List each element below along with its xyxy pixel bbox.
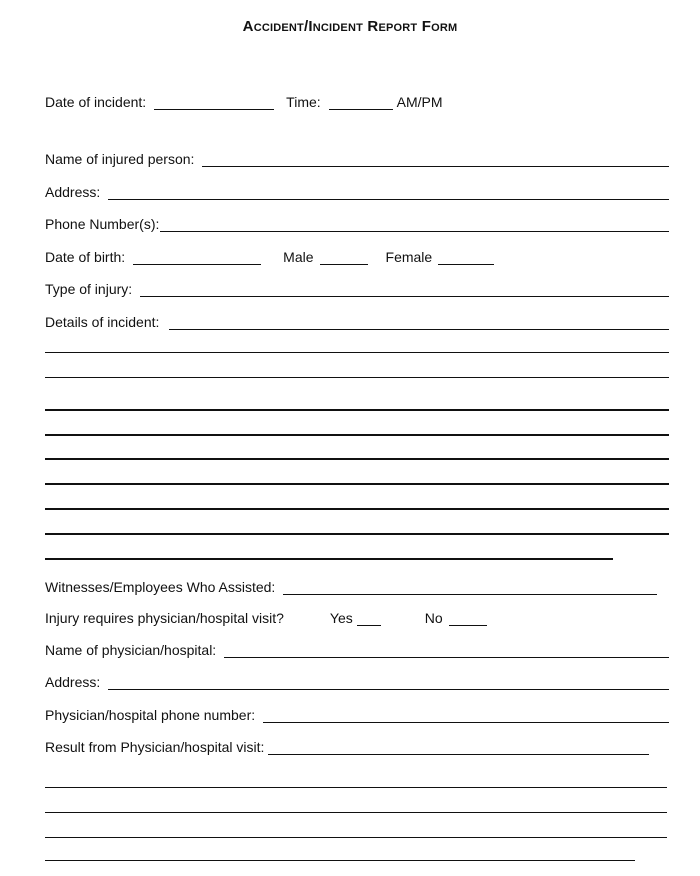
result-line-3[interactable] <box>45 837 667 838</box>
address-blank[interactable] <box>108 185 669 200</box>
row-injured-name <box>45 151 669 167</box>
yes-blank[interactable] <box>357 611 381 626</box>
injury-type-label: Type of injury: <box>45 281 133 297</box>
row-result <box>45 739 649 755</box>
female-label: Female <box>385 249 433 265</box>
phone-blank[interactable] <box>160 217 669 232</box>
details-blank[interactable] <box>169 315 669 330</box>
injured-name-label: Name of injured person: <box>45 151 195 167</box>
injury-type-blank[interactable] <box>140 282 669 297</box>
yes-label: Yes <box>329 610 353 626</box>
form-title <box>0 18 700 35</box>
phone-label: Phone Number(s): <box>45 216 160 232</box>
title-initial-1: A <box>242 18 254 35</box>
witnesses-blank[interactable] <box>283 580 657 595</box>
details-line-9[interactable] <box>45 558 613 560</box>
row-witnesses <box>45 579 657 595</box>
title-rest-3: EPORT <box>378 22 418 34</box>
details-line-5[interactable] <box>45 458 669 460</box>
details-label: Details of incident: <box>45 314 160 330</box>
date-of-incident-blank[interactable] <box>154 95 274 110</box>
dob-label: Date of birth: <box>45 249 126 265</box>
physician-address-blank[interactable] <box>108 675 669 690</box>
female-blank[interactable] <box>438 250 494 265</box>
row-physician-address <box>45 674 669 690</box>
details-line-2[interactable] <box>45 377 669 378</box>
details-line-4[interactable] <box>45 434 669 436</box>
physician-visit-label: Injury requires physician/hospital visit? <box>45 610 284 626</box>
row-address <box>45 184 669 200</box>
details-line-7[interactable] <box>45 508 669 510</box>
ampm-label: AM/PM <box>396 94 443 110</box>
physician-phone-label: Physician/hospital phone number: <box>45 707 256 723</box>
no-blank[interactable] <box>449 611 487 626</box>
male-blank[interactable] <box>320 250 368 265</box>
title-rest-1: CCIDENT <box>253 22 304 34</box>
result-line-2[interactable] <box>45 812 667 813</box>
row-phone <box>45 216 669 232</box>
details-line-3[interactable] <box>45 409 669 411</box>
row-physician-name <box>45 642 669 658</box>
date-of-incident-label: Date of incident: <box>45 94 147 110</box>
row-physician-phone <box>45 707 669 723</box>
row-details <box>45 314 669 330</box>
result-label: Result from Physician/hospital visit: <box>45 739 265 755</box>
physician-address-label: Address: <box>45 674 101 690</box>
address-label: Address: <box>45 184 101 200</box>
physician-phone-blank[interactable] <box>263 708 669 723</box>
details-line-1[interactable] <box>45 352 669 353</box>
title-initial-3: R <box>363 18 379 35</box>
injured-name-blank[interactable] <box>202 152 669 167</box>
time-label: Time: <box>286 94 321 110</box>
physician-name-label: Name of physician/hospital: <box>45 642 217 658</box>
physician-name-blank[interactable] <box>224 643 669 658</box>
male-label: Male <box>283 249 314 265</box>
row-injury-type <box>45 281 669 297</box>
details-line-8[interactable] <box>45 533 669 535</box>
dob-blank[interactable] <box>133 250 261 265</box>
details-line-6[interactable] <box>45 483 669 485</box>
no-label: No <box>424 610 443 626</box>
result-blank[interactable] <box>268 740 649 755</box>
result-line-4[interactable] <box>45 860 635 861</box>
time-blank[interactable] <box>329 95 393 110</box>
row-physician-visit <box>45 610 487 626</box>
title-rest-4: ORM <box>431 22 458 34</box>
row-dob-gender <box>45 249 494 265</box>
title-rest-2: NCIDENT <box>312 22 364 34</box>
title-initial-2: /I <box>303 18 313 35</box>
witnesses-label: Witnesses/Employees Who Assisted: <box>45 579 276 595</box>
title-initial-4: F <box>417 18 432 35</box>
row-date-time <box>45 94 443 110</box>
result-line-1[interactable] <box>45 787 667 788</box>
